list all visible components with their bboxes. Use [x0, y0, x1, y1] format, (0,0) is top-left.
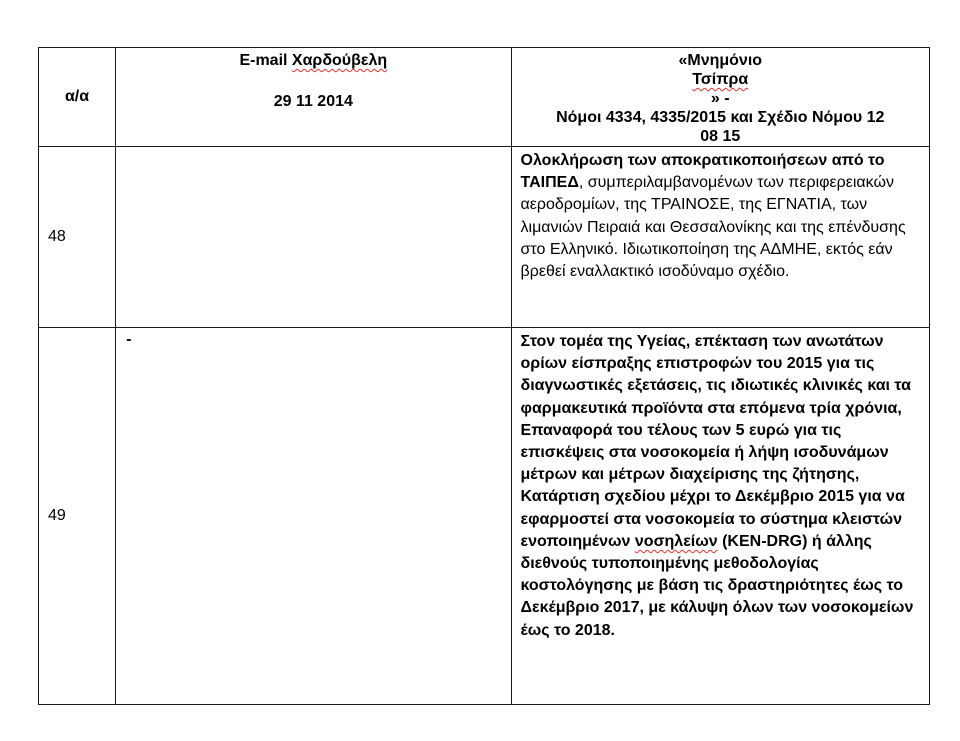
header-memo-laws: Νόμοι 4334, 4335/2015 και Σχέδιο Νόμου 12	[556, 109, 885, 126]
email-cell: -	[116, 328, 511, 705]
memo-paragraph-hospital-fee: Επαναφορά του τέλους των 5 ευρώ για τις επισκέψεις στα νοσοκομεία ή λήψη ισοδυνάμων μέτρων και μέτρων διαχείρισης της ζήτησης,	[520, 421, 889, 484]
memo-paragraph-ken-drg: Κατάρτιση σχεδίου μέχρι το Δεκέμβριο 2015 για να εφαρμοστεί στα νοσοκομεία το σύστημα κλειστών ενοποιημένων νοσηλείων (KEN-DRG) ή άλλης διεθνούς τυποποιημένης μεθοδολογίας κοστολόγησης με βάση τις δραστηριότητες έως το Δεκέμβριο 2017, με κάλυψη όλων των νοσοκομείων έως το 2018.	[520, 488, 914, 639]
header-tsipras-memorandum	[511, 48, 929, 147]
memo-cell	[511, 328, 929, 705]
table-row	[39, 147, 930, 328]
header-email-hardouvelis	[116, 48, 511, 147]
table-header-row	[39, 48, 930, 147]
memo-bold-text: Ολοκλήρωση των αποκρατικοποιήσεων από το ΤΑΙΠΕΔ	[520, 152, 885, 192]
memo-cell	[511, 147, 929, 328]
spellcheck-underlined-word: Χαρδούβελη	[291, 52, 388, 69]
memo-regular-text: , συμπεριλαμβανομένων των περιφερειακών αεροδρομίων, της ΤΡΑΙΝΟΣΕ, της ΕΓΝΑΤΙΑ, των λιμανιών Πειραιά και Θεσσαλονίκης και της επένδυσης στο Ελληνικό. Ιδιωτικοποίηση της ΑΔΜΗΕ, εκτός εάν βρεθεί εναλλακτικό ισοδύναμο σχέδιο.	[520, 174, 906, 281]
header-email-title: E-mail Χαρδούβελη	[239, 52, 388, 69]
spellcheck-underlined-word: νοσηλείων	[634, 532, 718, 550]
header-memo-title: «Μνημόνιο Τσίπρα » -	[512, 51, 929, 108]
header-email-date: 29 11 2014	[273, 93, 353, 110]
comparison-table	[38, 47, 930, 705]
email-cell	[116, 147, 511, 328]
spellcheck-underlined-word: Τσίπρα	[692, 71, 749, 88]
table-row	[39, 328, 930, 705]
header-memo-date: 08 15	[700, 128, 741, 145]
row-number: 48	[39, 147, 116, 328]
header-serial-number: α/α	[39, 48, 116, 147]
row-number: 49	[39, 328, 116, 705]
memo-paragraph-health-caps: Στον τομέα της Υγείας, επέκταση των ανωτάτων ορίων είσπραξης επιστροφών του 2015 για τις διαγνωστικές εξετάσεις, τις ιδιωτικές κλινικές και τα φαρμακευτικά προϊόντα στα επόμενα τρία χρόνια,	[520, 333, 911, 417]
